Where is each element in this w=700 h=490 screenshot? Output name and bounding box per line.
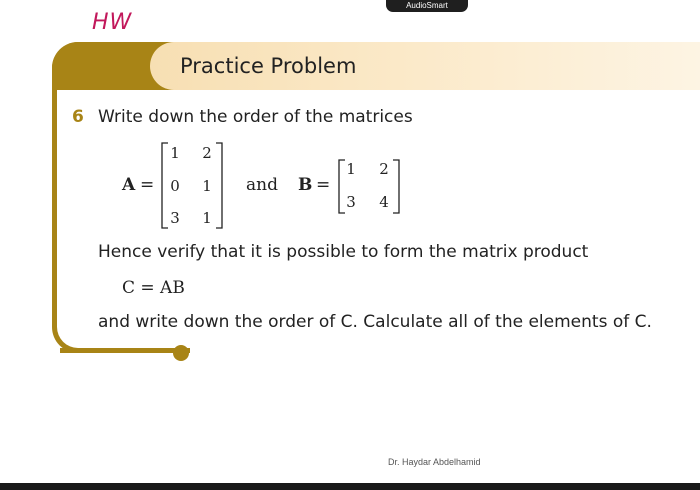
hw-annotation: HW [92, 10, 133, 35]
matrix-b-label: B [298, 175, 313, 195]
matrix-a-equals: = [140, 175, 155, 195]
matrix-b-right-bracket [393, 160, 399, 213]
instruction-line: Hence verify that it is possible to form the matrix product [98, 242, 589, 262]
author-footer: Dr. Haydar Abdelhamid [388, 457, 481, 467]
matrix-b-cell: 4 [379, 193, 389, 211]
matrix-b-cell: 2 [379, 160, 389, 178]
matrix-b-cell: 1 [346, 160, 356, 178]
matrix-a-label: A [122, 175, 136, 195]
instruction-line: and write down the order of C. Calculate all of the elements of C. [98, 312, 652, 332]
question-text: Write down the order of the matrices [98, 107, 413, 127]
matrix-b-left-bracket [339, 160, 345, 213]
matrix-a-cell: 1 [202, 209, 212, 227]
matrix-a-right-bracket [216, 143, 222, 228]
header-title: Practice Problem [180, 54, 357, 78]
and-connector: and [246, 175, 278, 195]
matrix-a-cell: 1 [202, 177, 212, 195]
product-equation: C = AB [122, 278, 185, 298]
question-number: 6 [72, 107, 84, 127]
matrix-a-left-bracket [162, 143, 168, 228]
matrix-a-cell: 0 [170, 177, 180, 195]
matrix-a-cell: 1 [170, 144, 180, 162]
matrix-a-cell: 3 [170, 209, 180, 227]
bottom-bar [0, 483, 700, 490]
audiosmart-badge: AudioSmart [386, 0, 468, 12]
matrix-b-cell: 3 [346, 193, 356, 211]
matrix-b-equals: = [316, 175, 331, 195]
matrix-a-cell: 2 [202, 144, 212, 162]
